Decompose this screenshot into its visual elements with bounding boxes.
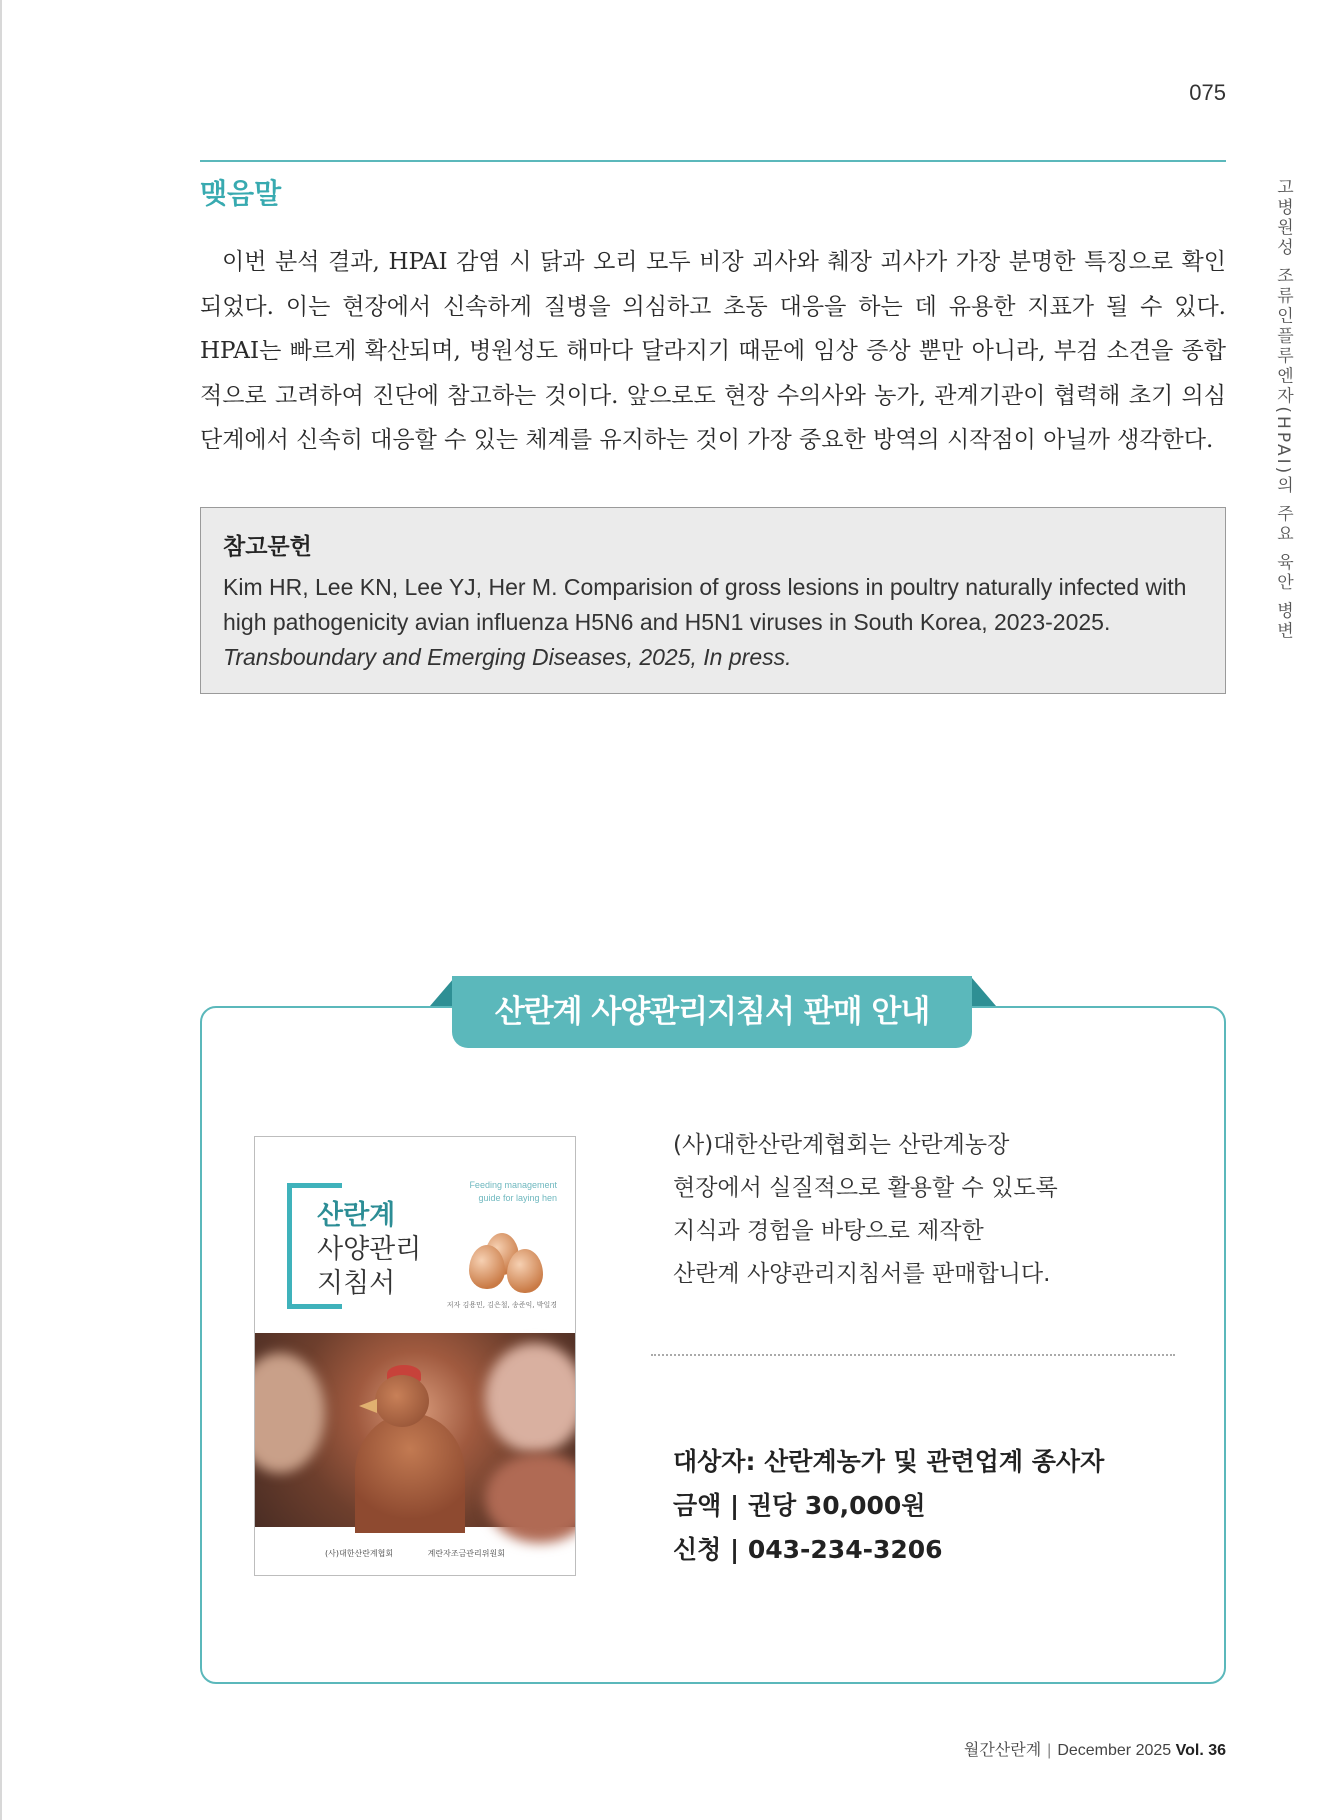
page-edge [0, 0, 2, 1820]
promo-apply: 신청 | 043-234-3206 [673, 1535, 943, 1564]
publisher-logo-text: 계란자조금관리위원회 [427, 1549, 505, 1558]
dotted-divider [651, 1354, 1175, 1356]
book-english-line: guide for laying hen [478, 1193, 557, 1203]
book-cover [254, 1136, 576, 1576]
promo-target: 대상자: 산란계농가 및 관련업계 종사자 [673, 1447, 1105, 1476]
promo-description-line: 지식과 경험을 바탕으로 제작한 [673, 1218, 984, 1244]
book-authors: 저자 김용민, 김은철, 송준익, 박일경 [446, 1301, 557, 1309]
hen-head [375, 1375, 429, 1427]
book-publishers [255, 1548, 575, 1559]
page-footer [964, 1737, 1226, 1760]
photo-blur [485, 1453, 576, 1543]
page-number: 075 [1189, 80, 1226, 105]
footer-date: December 2025 [1057, 1742, 1172, 1759]
egg-illustration [507, 1249, 543, 1293]
egg-illustration [469, 1245, 505, 1289]
promo-description [673, 1124, 1058, 1296]
reference-journal: Transboundary and Emerging Diseases, 2025, In press. [223, 644, 792, 670]
promo-info [673, 1440, 1104, 1572]
promo-description-line: (사)대한산란계협회는 산란계농장 [673, 1132, 1010, 1158]
section-divider [200, 160, 1226, 162]
hen-photo [255, 1333, 575, 1527]
publisher-logo-text: (사)대한산란계협회 [325, 1549, 394, 1558]
photo-blur [254, 1353, 325, 1473]
book-english-title [469, 1179, 557, 1205]
footer-magazine: 월간산란계 [963, 1742, 1042, 1759]
banner-ear-left [430, 978, 454, 1006]
banner-ear-right [972, 978, 996, 1006]
conclusion-paragraph: 이번 분석 결과, HPAI 감염 시 닭과 오리 모두 비장 괴사와 췌장 괴사가 가장 분명한 특징으로 확인되었다. 이는 현장에서 신속하게 질병을 의심하고 초동 대응을 하는 데 유용한 지표가 될 수 있다. HPAI는 빠르게 확산되며, 병원성도 해마다 달라지기 때문에 임상 증상 뿐만 아니라, 부검 소견을 종합적으로 고려하여 진단에 참고하는 것이다. 앞으로도 현장 수의사와 농가, 관계기관이 협력해 초기 의심 단계에서 신속히 대응할 수 있는 체계를 유지하는 것이 가장 중요한 방역의 시작점이 아닐까 생각한다. [200, 249, 1226, 453]
references-box [200, 507, 1226, 694]
book-title-line: 사양관리 [317, 1234, 422, 1265]
book-title [317, 1199, 421, 1301]
book-title-line: 지침서 [317, 1268, 396, 1299]
references-title: 참고문헌 [223, 534, 312, 560]
promo-description-line: 산란계 사양관리지침서를 판매합니다. [673, 1261, 1051, 1287]
photo-blur [485, 1343, 576, 1453]
reference-entry [223, 570, 1208, 675]
hen-beak [359, 1399, 377, 1413]
footer-volume: Vol. 36 [1175, 1742, 1226, 1759]
book-title-line: 산란계 [317, 1200, 396, 1231]
hen-body [355, 1413, 465, 1533]
footer-separator: | [1047, 1742, 1052, 1759]
promo-price: 금액 | 권당 30,000원 [673, 1491, 926, 1520]
promo-description-line: 현장에서 실질적으로 활용할 수 있도록 [673, 1175, 1058, 1201]
section-title: 맺음말 [200, 177, 282, 210]
reference-citation: Kim HR, Lee KN, Lee YJ, Her M. Comparision of gross lesions in poultry naturally infected with high pathogenicity avian influenza H5N6 and H5N1 viruses in South Korea, 2023-2025. [223, 574, 1187, 635]
promo-banner-title: 산란계 사양관리지침서 판매 안내 [494, 994, 930, 1030]
running-side-title: 고병원성 조류인플루엔자(HPAI)의 주요 육안 병변 [1273, 178, 1293, 642]
book-english-line: Feeding management [469, 1180, 557, 1190]
